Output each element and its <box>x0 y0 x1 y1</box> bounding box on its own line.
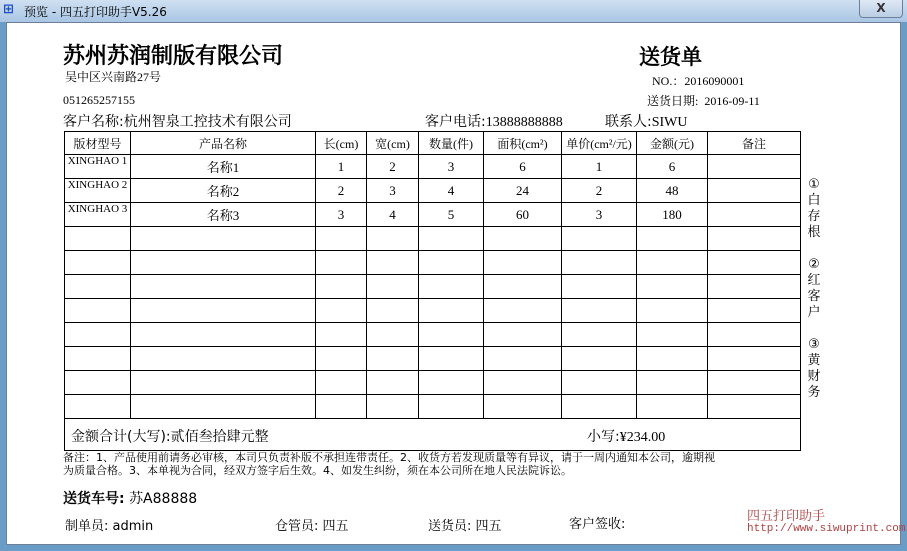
table-cell <box>131 299 316 323</box>
table-cell <box>131 347 316 371</box>
table-cell: 6 <box>637 155 708 179</box>
delivery-date-value: 2016-09-11 <box>704 94 760 108</box>
app-icon: ⊞ <box>3 2 14 17</box>
table-row <box>65 155 801 179</box>
column-header: 版材型号 <box>65 132 131 155</box>
doc-number-value: 2016090001 <box>684 74 745 88</box>
company-address: 吴中区兴南路27号 <box>65 70 162 84</box>
total-cell <box>65 419 801 451</box>
empty-table-row <box>65 371 801 395</box>
table-cell <box>562 347 637 371</box>
table-cell <box>562 371 637 395</box>
table-cell <box>637 227 708 251</box>
copy-red: ②红客户 <box>807 257 821 320</box>
table-cell <box>637 323 708 347</box>
table-cell: 1 <box>562 155 637 179</box>
table-cell: 3 <box>367 179 419 203</box>
total-upper <box>71 426 269 446</box>
column-header: 备注 <box>708 132 801 155</box>
table-cell: 3 <box>419 155 484 179</box>
table-cell <box>316 323 367 347</box>
column-header: 面积(cm²) <box>484 132 562 155</box>
deliverer-label: 送货员: <box>428 519 472 534</box>
table-cell <box>316 371 367 395</box>
table-cell <box>367 275 419 299</box>
table-cell: 4 <box>419 179 484 203</box>
company-name: 苏州苏润制版有限公司 <box>63 43 284 69</box>
total-upper-value: 贰佰叁拾肆元整 <box>170 429 269 445</box>
total-lower-label: 小写: <box>587 429 620 445</box>
total-lower <box>587 426 665 446</box>
table-cell <box>708 251 801 275</box>
maker <box>65 515 153 534</box>
table-cell <box>65 227 131 251</box>
table-row <box>65 179 801 203</box>
table-cell <box>316 227 367 251</box>
empty-table-row <box>65 323 801 347</box>
table-cell <box>65 299 131 323</box>
table-cell <box>316 347 367 371</box>
company-phone: 051265257155 <box>63 93 135 107</box>
empty-table-row <box>65 395 801 419</box>
table-cell <box>708 275 801 299</box>
table-cell <box>484 275 562 299</box>
keeper <box>275 515 349 534</box>
table-cell <box>637 395 708 419</box>
table-cell: XINGHAO 1 <box>65 155 131 179</box>
empty-table-row <box>65 227 801 251</box>
table-cell: 48 <box>637 179 708 203</box>
table-cell <box>367 323 419 347</box>
column-header: 长(cm) <box>316 132 367 155</box>
table-cell <box>562 323 637 347</box>
table-cell: 1 <box>316 155 367 179</box>
table-cell <box>708 155 801 179</box>
table-cell <box>419 347 484 371</box>
table-header-row <box>65 132 801 155</box>
total-upper-label: 金额合计(大写): <box>71 429 171 445</box>
maker-value: admin <box>112 519 154 534</box>
table-cell <box>367 395 419 419</box>
table-cell: 名称2 <box>131 179 316 203</box>
table-cell: 24 <box>484 179 562 203</box>
watermark-url: http://www.siwuprint.com <box>747 523 906 535</box>
customer-tel <box>425 111 563 131</box>
print-preview-page <box>6 22 906 545</box>
table-cell: 2 <box>367 155 419 179</box>
table-cell <box>562 275 637 299</box>
table-cell <box>419 227 484 251</box>
table-cell <box>708 347 801 371</box>
table-cell <box>316 275 367 299</box>
table-row <box>65 203 801 227</box>
remarks-note: 备注：1、产品使用前请务必审核，本司只负责补版不承担连带责任。2、收货方若发现质量等有异议，请于一周内通知本公司，逾期视为质量合格。3、本单视为合同，经双方签字后生效。4、如发生纠纷，须在本公司所在地人民法院诉讼。 <box>63 451 715 477</box>
table-cell <box>637 347 708 371</box>
table-cell <box>562 299 637 323</box>
total-lower-value: ¥234.00 <box>619 430 666 445</box>
table-cell <box>316 299 367 323</box>
table-cell <box>419 371 484 395</box>
truck-label: 送货车号: <box>63 491 125 507</box>
customer-tel-value: 13888888888 <box>485 115 563 130</box>
empty-table-row <box>65 347 801 371</box>
table-cell <box>708 299 801 323</box>
customer-name-label: 客户名称: <box>63 114 124 130</box>
table-cell: 5 <box>419 203 484 227</box>
close-button[interactable]: X <box>859 0 903 18</box>
table-cell <box>131 371 316 395</box>
table-cell <box>419 323 484 347</box>
column-header: 金额(元) <box>637 132 708 155</box>
table-cell: 4 <box>367 203 419 227</box>
truck-number <box>63 488 197 508</box>
table-cell: 60 <box>484 203 562 227</box>
table-cell <box>419 275 484 299</box>
table-cell <box>637 299 708 323</box>
delivery-date-label: 送货日期: <box>647 94 699 108</box>
table-cell <box>484 347 562 371</box>
table-cell: XINGHAO 3 <box>65 203 131 227</box>
contact-value: SIWU <box>651 115 688 130</box>
window-title: 预览 - 四五打印助手V5.26 <box>24 5 167 19</box>
goods-table <box>64 131 801 451</box>
table-cell <box>419 299 484 323</box>
table-cell <box>367 251 419 275</box>
watermark-name: 四五打印助手 <box>747 509 826 524</box>
table-cell: 3 <box>562 203 637 227</box>
document-title: 送货单 <box>639 44 702 69</box>
deliverer-value: 四五 <box>475 519 502 534</box>
column-header: 宽(cm) <box>367 132 419 155</box>
table-cell <box>708 395 801 419</box>
copy-yellow: ③黄财务 <box>807 337 821 400</box>
contact-label: 联系人: <box>605 114 652 130</box>
table-cell <box>484 323 562 347</box>
table-cell <box>367 347 419 371</box>
table-cell <box>484 395 562 419</box>
truck-value: 苏A88888 <box>129 491 198 507</box>
table-cell <box>65 275 131 299</box>
table-cell <box>131 227 316 251</box>
table-cell <box>65 371 131 395</box>
delivery-date <box>647 92 760 109</box>
table-cell <box>562 251 637 275</box>
table-cell <box>637 371 708 395</box>
copy-colors <box>807 177 821 401</box>
deliverer <box>428 515 502 534</box>
table-cell: 2 <box>316 179 367 203</box>
table-cell <box>708 323 801 347</box>
customer-sign-label: 客户签收: <box>569 517 626 532</box>
table-cell <box>484 227 562 251</box>
table-cell <box>637 251 708 275</box>
table-cell <box>131 323 316 347</box>
table-cell <box>419 395 484 419</box>
contact <box>605 111 688 131</box>
doc-number-label: NO.： <box>652 74 685 88</box>
title-bar <box>0 0 907 22</box>
table-cell <box>708 227 801 251</box>
empty-table-row <box>65 251 801 275</box>
table-cell: 180 <box>637 203 708 227</box>
table-cell <box>65 251 131 275</box>
table-cell <box>65 395 131 419</box>
table-cell <box>367 299 419 323</box>
column-header: 数量(件) <box>419 132 484 155</box>
table-cell <box>708 371 801 395</box>
table-cell: 名称3 <box>131 203 316 227</box>
table-cell <box>484 299 562 323</box>
table-cell <box>637 275 708 299</box>
table-cell <box>562 227 637 251</box>
table-cell <box>708 203 801 227</box>
total-row <box>65 419 801 451</box>
column-header: 产品名称 <box>131 132 316 155</box>
table-cell <box>65 347 131 371</box>
table-cell <box>367 227 419 251</box>
table-cell: XINGHAO 2 <box>65 179 131 203</box>
table-cell: 3 <box>316 203 367 227</box>
table-cell <box>131 275 316 299</box>
keeper-label: 仓管员: <box>275 519 319 534</box>
table-cell <box>316 251 367 275</box>
keeper-value: 四五 <box>322 519 349 534</box>
customer-name <box>63 111 292 131</box>
table-cell <box>316 395 367 419</box>
table-cell <box>708 179 801 203</box>
table-cell <box>131 251 316 275</box>
table-cell <box>65 323 131 347</box>
maker-label: 制单员: <box>65 519 109 534</box>
table-cell: 6 <box>484 155 562 179</box>
table-cell: 2 <box>562 179 637 203</box>
table-cell <box>562 395 637 419</box>
table-cell: 名称1 <box>131 155 316 179</box>
empty-table-row <box>65 275 801 299</box>
table-cell <box>419 251 484 275</box>
table-cell <box>131 395 316 419</box>
empty-table-row <box>65 299 801 323</box>
customer-name-value: 杭州智泉工控技术有限公司 <box>123 114 292 130</box>
copy-white: ①白存根 <box>807 177 821 240</box>
column-header: 单价(cm²/元) <box>562 132 637 155</box>
customer-tel-label: 客户电话: <box>425 114 486 130</box>
table-cell <box>484 251 562 275</box>
table-cell <box>367 371 419 395</box>
table-cell <box>484 371 562 395</box>
doc-number <box>652 72 744 89</box>
